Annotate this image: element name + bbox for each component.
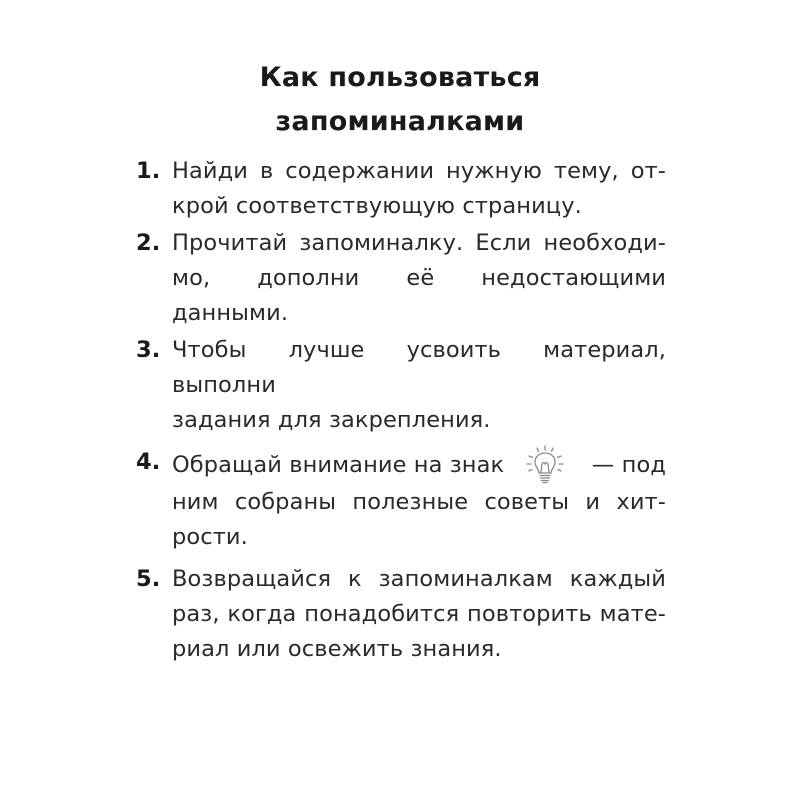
- item-text-after-icon: — под: [591, 451, 666, 478]
- item-text-line: Прочитай запоминалку. Если необходи-: [172, 230, 666, 256]
- list-item-5: [136, 562, 666, 667]
- lightbulb-icon: [525, 445, 565, 485]
- item-number: 3.: [136, 337, 161, 363]
- item-text-line: рости.: [172, 524, 248, 550]
- item-number: 5.: [136, 566, 161, 592]
- item-text-line: ним собраны полезные советы и хит-: [172, 489, 666, 515]
- item-text-line: Найди в содержании нужную тему, от-: [172, 158, 666, 184]
- item-text-before-icon: Обращай внимание на знак: [172, 451, 505, 478]
- list-item-4: [136, 445, 666, 555]
- list-item-1: [136, 154, 666, 224]
- item-text-line-with-icon: [172, 445, 666, 485]
- item-number: 4.: [136, 449, 161, 475]
- item-text-line: мо, дополни её недостающими данными.: [172, 265, 666, 326]
- list-item-3: [136, 333, 666, 438]
- item-number: 1.: [136, 158, 161, 184]
- instructions-list: [136, 154, 666, 667]
- item-text-line: Возвращайся к запоминалкам каждый: [172, 566, 666, 592]
- item-text-line: задания для закрепления.: [172, 407, 491, 433]
- item-text-line: раз, когда понадобится повторить мате-: [172, 601, 666, 627]
- item-text-line: крой соответствующую страницу.: [172, 193, 582, 219]
- item-number: 2.: [136, 230, 161, 256]
- item-text-line: риал или освежить знания.: [172, 636, 502, 662]
- item-text-line: Чтобы лучше усвоить материал, выполни: [172, 337, 666, 398]
- title-line-2: запоминалками: [275, 106, 525, 137]
- list-item-2: [136, 226, 666, 331]
- title-line-1: Как пользоваться: [259, 62, 541, 93]
- page-title: [0, 56, 800, 144]
